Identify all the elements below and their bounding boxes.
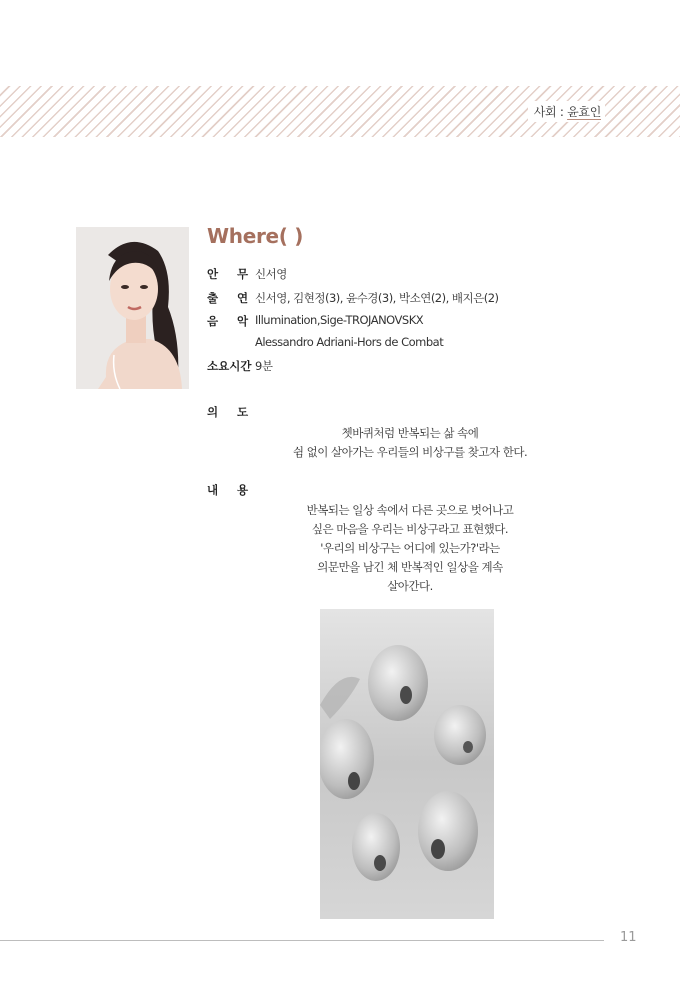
duration-label: 소요시간	[207, 359, 252, 373]
choreographer-portrait	[76, 227, 189, 389]
choreo-label-a: 안	[207, 267, 219, 281]
duration-value: 9분	[255, 359, 273, 373]
content-label-a: 내	[207, 483, 219, 497]
music-label-b: 악	[237, 314, 249, 328]
content-line: 싶은 마음을 우리는 비상구라고 표현했다.	[311, 522, 509, 536]
footer-rule	[0, 940, 604, 941]
intent-label-b: 도	[237, 405, 249, 419]
cast-label-a: 출	[207, 291, 219, 305]
page-number: 11	[620, 930, 637, 945]
work-title: Where( )	[207, 224, 304, 248]
moderator-name: 윤효인	[567, 105, 601, 119]
moderator-credit	[528, 101, 605, 122]
artwork-image	[320, 609, 494, 919]
content-line: 반복되는 일상 속에서 다른 곳으로 벗어나고	[306, 503, 514, 517]
content-line: 의문만을 남긴 체 반복적인 일상을 계속	[317, 560, 503, 574]
intent-line: 쉼 없이 살아가는 우리들의 비상구를 찾고자 한다.	[292, 445, 528, 459]
content-label-b: 용	[237, 483, 249, 497]
moderator-label: 사회 :	[533, 105, 568, 119]
cast-label-b: 연	[237, 291, 249, 305]
music-value-2: Alessandro Adriani-Hors de Combat	[255, 335, 444, 349]
intent-line: 쳇바퀴처럼 반복되는 삶 속에	[341, 426, 479, 440]
cast-value: 신서영, 김현정(3), 윤수경(3), 박소연(2), 배지은(2)	[255, 291, 499, 305]
choreographer-value: 신서영	[255, 267, 287, 281]
content-line: 살아간다.	[387, 579, 433, 593]
music-value-1: Illumination,Sige-TROJANOVSKX	[255, 313, 424, 327]
content-text	[250, 501, 570, 596]
content-line: '우리의 비상구는 어디에 있는가?'라는	[320, 541, 500, 555]
music-label-a: 음	[207, 314, 219, 328]
intent-text	[250, 424, 570, 462]
intent-label-a: 의	[207, 405, 219, 419]
choreo-label-b: 무	[237, 267, 249, 281]
